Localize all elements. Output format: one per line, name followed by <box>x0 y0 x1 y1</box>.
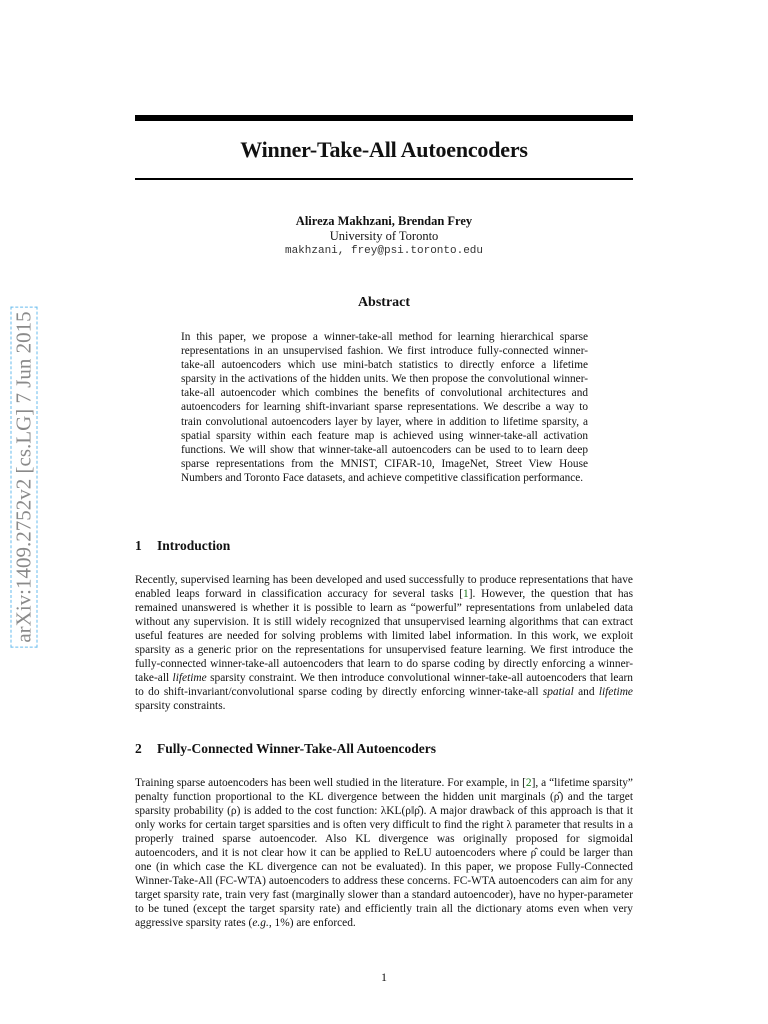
section-number: 1 <box>135 538 142 553</box>
text-run: Recently, supervised learning has been developed and used successfully to produce representations that have enabled leaps forward in classification accuracy for several tasks [ <box>135 574 633 601</box>
text-run: ]. However, the question that has remained unanswered is whether it is possible to learn as “powerful” representations from unlabeled data without any supervision. It is still widely recognized that unsupervised learning algorithms that can extract useful features are needed for solving problems with limited label information. In this work, we exploit sparsity as a generic prior on the representations for unsupervised feature learning. We first introduce the fully-connected winner-take-all autoencoders that learn to do sparse coding by directly enforcing a winner-take-all <box>135 588 633 685</box>
emphasis: spatial <box>542 686 574 699</box>
fc-wta-paragraph <box>135 776 633 931</box>
arxiv-sidebar <box>4 262 44 692</box>
title-bottom-rule <box>135 178 633 180</box>
paper-title: Winner-Take-All Autoencoders <box>240 137 528 162</box>
introduction-paragraph <box>135 573 633 713</box>
author-names: Alireza Makhzani, Brendan Frey <box>295 214 473 228</box>
text-run: , 1%) are enforced. <box>268 917 356 930</box>
section-number: 2 <box>135 741 142 756</box>
page-number: 1 <box>381 970 387 984</box>
citation-link[interactable]: 2 <box>525 777 532 789</box>
author-block <box>135 214 633 259</box>
section-heading-fc-wta <box>135 741 436 757</box>
text-run: sparsity constraint. We then introduce convolutional winner-take-all autoencoders that learn to do shift-invariant/convolutional sparse coding by directly enforcing winner-take-all <box>135 672 633 699</box>
abstract-heading: Abstract <box>357 295 411 310</box>
abstract-text: In this paper, we propose a winner-take-all method for learning hierarchical sparse representations in an unsupervised fashion. We first introduce fully-connected winner-take-all autoencoders which use mini-batch statistics to directly enforce a lifetime sparsity in the activations of the hidden units. We then propose the convolutional winner-take-all autoencoder which combines the benefits of convolutional architectures and autoencoders for learning shift-invariant sparse representations. We describe a way to train convolutional autoencoders layer by layer, where in addition to lifetime sparsity, a spatial sparsity within each feature map is achieved using winner-take-all activation functions. We will show that winner-take-all autoencoders can be used to to learn deep sparse representations from the MNIST, CIFAR-10, ImageNet, Street View House Numbers and Toronto Face datasets, and achieve competitive classification performance. <box>181 331 588 484</box>
author-email: makhzani, frey@psi.toronto.edu <box>284 245 484 257</box>
section-title: Fully-Connected Winner-Take-All Autoencoders <box>157 741 437 756</box>
emphasis: lifetime <box>172 672 207 685</box>
emphasis: e.g. <box>252 917 269 930</box>
text-run: and <box>573 686 599 699</box>
citation-link[interactable]: 1 <box>463 588 469 601</box>
text-run: Training sparse autoencoders has been well studied in the literature. For example, in [ <box>135 777 526 789</box>
text-run: sparsity constraints. <box>135 700 226 713</box>
emphasis: lifetime <box>598 686 633 699</box>
section-title: Introduction <box>157 538 231 553</box>
arxiv-identifier[interactable]: arXiv:1409.2752v2 [cs.LG] 7 Jun 2015 <box>11 306 38 647</box>
section-heading-introduction <box>135 538 230 554</box>
title-top-rule <box>135 115 633 121</box>
text-run: ], a “lifetime sparsity” penalty function proportional to the KL divergence between the hidden unit marginals (ρ̂) and the target sparsity probability (ρ) is added to the cost function: λKL(ρ‖ρ̂). A major drawback of this approach is that it only works for certain target sparsities and is often very difficult to find the right λ parameter that results in a properly trained sparse autoencoder. Also KL divergence was originally proposed for sigmoidal autoencoders, and it is not clear how it can be applied to ReLU autoencoders where ρ̂ could be larger than one (in which case the KL divergence can not be evaluated). In this paper, we propose Fully-Connected Winner-Take-All (FC-WTA) autoencoders to address these concerns. FC-WTA autoencoders can aim for any target sparsity rate, train very fast (marginally slower than a standard autoencoder), have no hyper-parameter to be tuned (except the target sparsity rate) and efficiently train all the dictionary atoms even when very aggressive sparsity rates ( <box>135 777 633 930</box>
affiliation: University of Toronto <box>329 229 439 243</box>
